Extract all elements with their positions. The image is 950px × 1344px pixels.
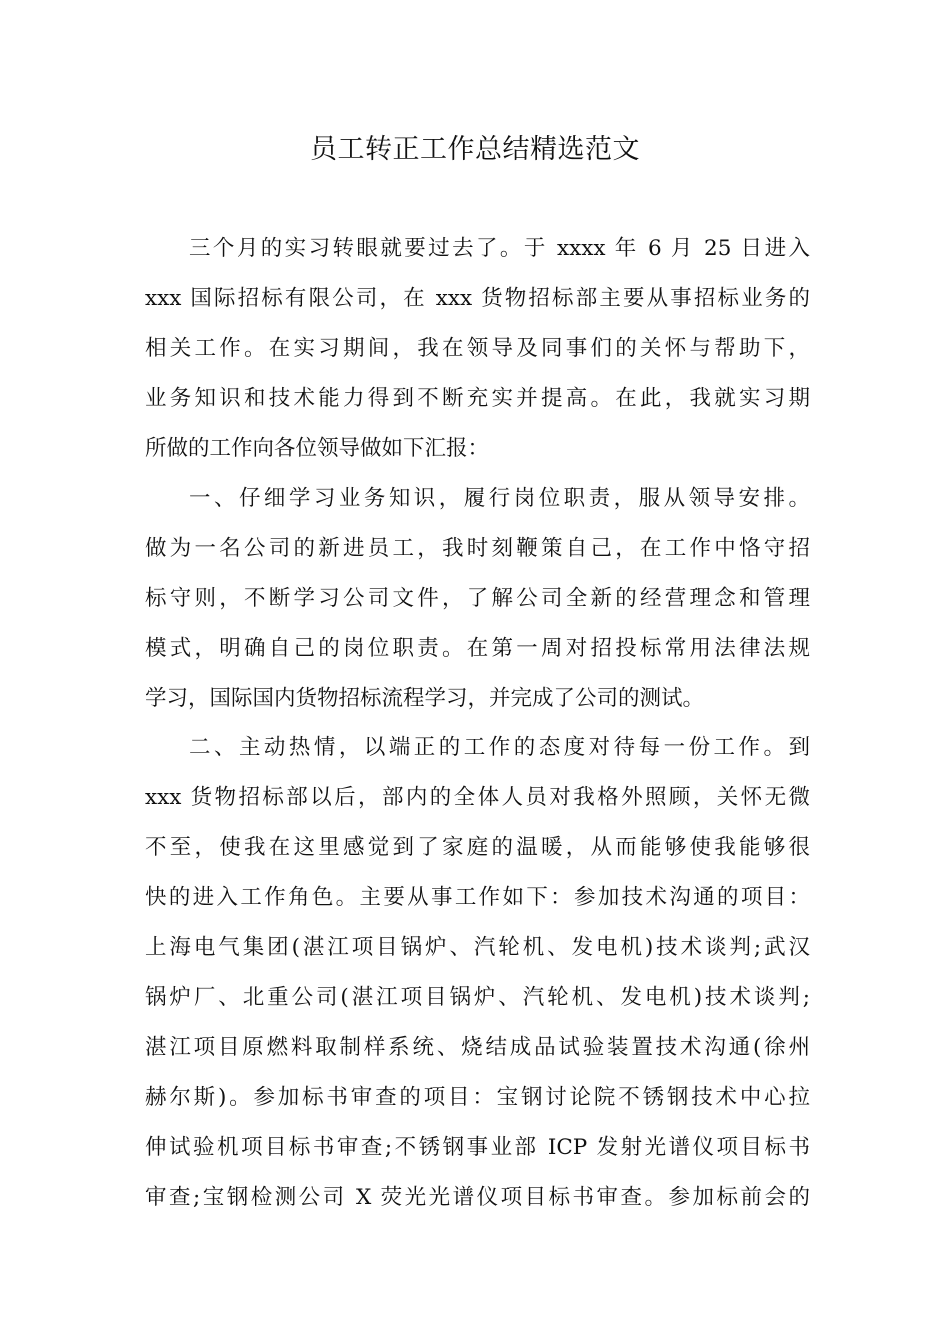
paragraph-line: 不至，使我在这里感觉到了家庭的温暖，从而能够使我能够很 — [145, 835, 810, 860]
paragraph-line: 三个月的实习转眼就要过去了。于 xxxx 年 6 月 25 日进入 — [189, 236, 810, 261]
paragraph-line: 业务知识和技术能力得到不断充实并提高。在此，我就实习期 — [145, 386, 810, 411]
paragraph-line: 伸试验机项目标书审查;不锈钢事业部 ICP 发射光谱仪项目标书 — [145, 1135, 810, 1160]
paragraph-line: 赫尔斯)。参加标书审查的项目：宝钢讨论院不锈钢技术中心拉 — [145, 1085, 810, 1110]
paragraph-line: 学习，国际国内货物招标流程学习，并完成了公司的测试。 — [145, 686, 705, 711]
paragraph-line: 上海电气集团(湛江项目锅炉、汽轮机、发电机)技术谈判;武汉 — [145, 935, 810, 960]
paragraph-line: 一、仔细学习业务知识，履行岗位职责，服从领导安排。 — [189, 486, 810, 511]
paragraph-line: 标守则，不断学习公司文件，了解公司全新的经营理念和管理 — [145, 586, 810, 611]
paragraph-line: 模式，明确自己的岗位职责。在第一周对招投标常用法律法规 — [145, 636, 810, 661]
paragraph-line: xxx 国际招标有限公司，在 xxx 货物招标部主要从事招标业务的 — [145, 286, 810, 311]
paragraph-line: 锅炉厂、北重公司(湛江项目锅炉、汽轮机、发电机)技术谈判; — [145, 985, 810, 1010]
paragraph-line: xxx 货物招标部以后，部内的全体人员对我格外照顾，关怀无微 — [145, 785, 810, 810]
paragraph-line: 相关工作。在实习期间，我在领导及同事们的关怀与帮助下， — [145, 336, 810, 361]
paragraph-line: 湛江项目原燃料取制样系统、烧结成品试验装置技术沟通(徐州 — [145, 1035, 810, 1060]
paragraph-line: 审查;宝钢检测公司 X 荧光光谱仪项目标书审查。参加标前会的 — [145, 1185, 810, 1210]
document-title: 员工转正工作总结精选范文 — [310, 134, 640, 165]
paragraph-line: 二、主动热情，以端正的工作的态度对待每一份工作。到 — [189, 735, 810, 760]
paragraph-line: 快的进入工作角色。主要从事工作如下：参加技术沟通的项目： — [145, 885, 810, 910]
paragraph-line: 所做的工作向各位领导做如下汇报： — [145, 436, 490, 461]
paragraph-line: 做为一名公司的新进员工，我时刻鞭策自己，在工作中恪守招 — [145, 536, 810, 561]
